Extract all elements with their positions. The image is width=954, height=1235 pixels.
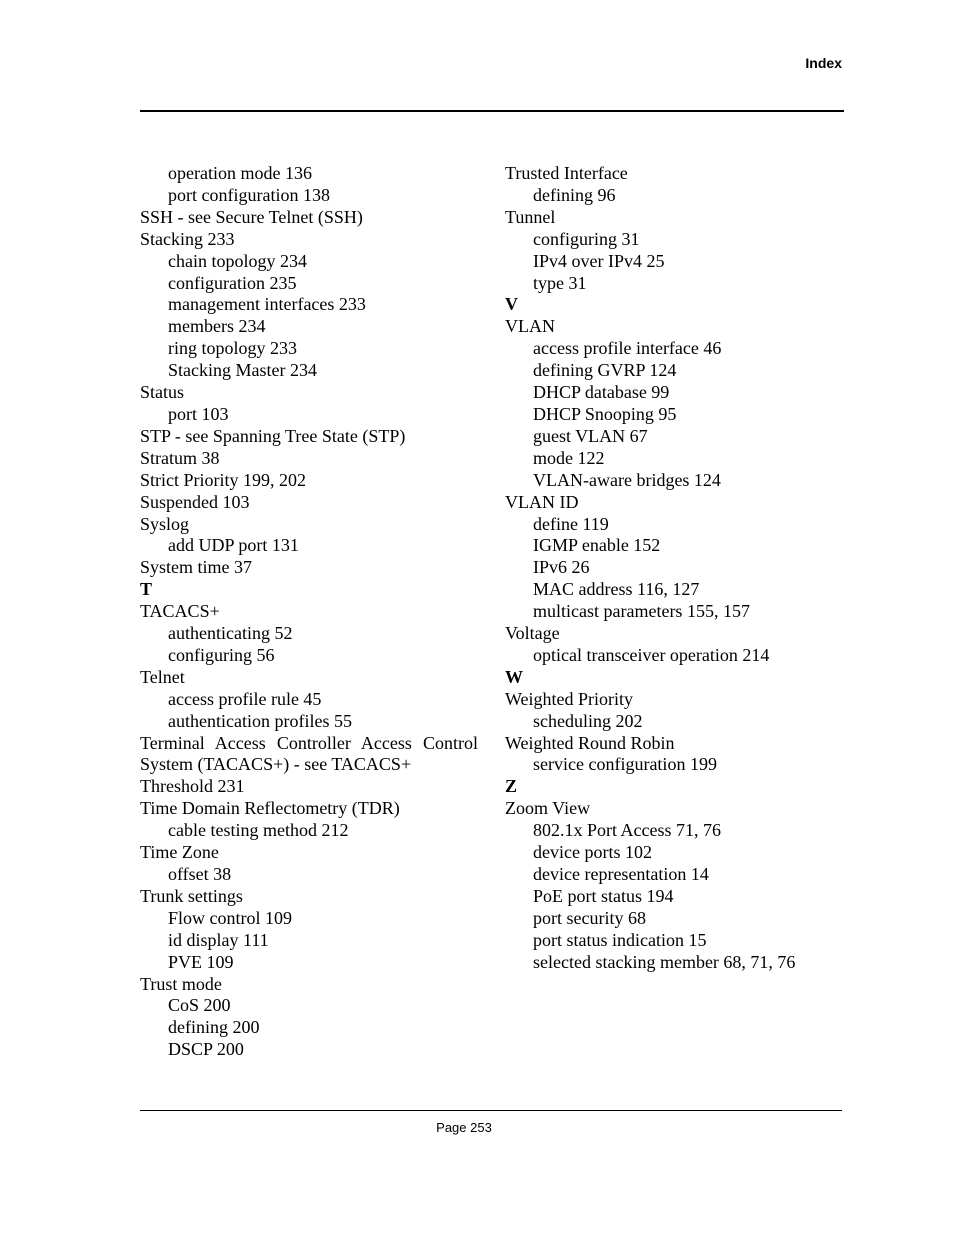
index-subentry: management interfaces 233 — [168, 294, 366, 315]
index-entry: System (TACACS+) - see TACACS+ — [140, 754, 412, 775]
index-entry: Threshold 231 — [140, 776, 245, 797]
index-subentry: defining GVRP 124 — [533, 360, 677, 381]
index-subentry: port 103 — [168, 403, 229, 424]
index-subentry: multicast parameters 155, 157 — [533, 601, 750, 622]
index-subentry: configuring 56 — [168, 644, 275, 665]
index-entry: Syslog — [140, 513, 190, 534]
page-number: Page 253 — [436, 1120, 492, 1135]
index-subentry: guest VLAN 67 — [533, 425, 648, 446]
index-letter-heading: W — [505, 666, 523, 687]
index-entry: VLAN — [505, 316, 555, 337]
index-subentry: PVE 109 — [168, 951, 234, 972]
index-subentry: DHCP database 99 — [533, 382, 670, 403]
index-subentry: defining 96 — [533, 184, 616, 205]
index-subentry: service configuration 199 — [533, 754, 717, 775]
index-subentry: defining 200 — [168, 1017, 260, 1038]
index-subentry: VLAN-aware bridges 124 — [533, 469, 721, 490]
index-column-left — [140, 163, 478, 1061]
index-subentry: device representation 14 — [533, 864, 709, 884]
index-entry: TACACS+ — [140, 601, 220, 622]
index-entry: Status — [140, 382, 185, 403]
index-entry: Time Zone — [140, 842, 219, 863]
index-entry: Strict Priority 199, 202 — [140, 469, 306, 490]
index-subentry: IPv6 26 — [533, 557, 590, 578]
index-subentry: access profile rule 45 — [168, 688, 322, 709]
index-subentry: id display 111 — [168, 929, 269, 950]
index-letter-heading: V — [505, 294, 518, 315]
index-subentry: ring topology 233 — [168, 338, 297, 359]
index-entry: VLAN ID — [505, 491, 579, 512]
index-subentry: access profile interface 46 — [533, 338, 722, 359]
index-subentry: IPv4 over IPv4 25 — [533, 250, 665, 271]
index-subentry: 802.1x Port Access 71, 76 — [533, 820, 721, 841]
index-entry: Trust mode — [140, 973, 222, 994]
index-subentry: IGMP enable 152 — [533, 535, 661, 556]
index-letter-heading: Z — [505, 776, 518, 797]
index-subentry: port status indication 15 — [533, 929, 707, 950]
index-entry: Stacking 233 — [140, 228, 235, 249]
index-subentry: scheduling 202 — [533, 710, 643, 731]
index-subentry: members 234 — [168, 316, 266, 337]
index-entry: SSH - see Secure Telnet (SSH) — [140, 206, 363, 227]
index-subentry: optical transceiver operation 214 — [533, 644, 770, 665]
index-entry: Weighted Priority — [505, 688, 634, 709]
index-entry: Trusted Interface — [505, 163, 628, 183]
index-subentry: configuring 31 — [533, 228, 640, 249]
index-subentry: define 119 — [533, 513, 609, 534]
index-entry: Zoom View — [505, 798, 591, 819]
index-entry: Trunk settings — [140, 885, 243, 906]
index-subentry: MAC address 116, 127 — [533, 579, 700, 600]
page-header-title: Index — [805, 55, 842, 71]
footer-divider — [140, 1110, 842, 1111]
index-subentry: authenticating 52 — [168, 623, 293, 644]
index-entry: Stratum 38 — [140, 447, 220, 468]
index-letter-heading: T — [140, 579, 153, 600]
index-entry: Time Domain Reflectometry (TDR) — [140, 798, 400, 819]
header-divider — [140, 110, 844, 112]
index-subentry: DSCP 200 — [168, 1039, 244, 1060]
index-entry: Tunnel — [505, 206, 556, 227]
index-entry: Voltage — [505, 623, 560, 644]
index-entry: STP - see Spanning Tree State (STP) — [140, 425, 406, 446]
index-subentry: selected stacking member 68, 71, 76 — [533, 951, 796, 972]
index-subentry: port configuration 138 — [168, 184, 330, 205]
index-subentry: configuration 235 — [168, 272, 297, 293]
index-subentry: type 31 — [533, 272, 587, 293]
index-entry: System time 37 — [140, 557, 252, 578]
index-subentry: device ports 102 — [533, 842, 652, 863]
index-subentry: operation mode 136 — [168, 163, 312, 183]
index-column-right — [505, 163, 845, 974]
index-subentry: port security 68 — [533, 907, 646, 928]
index-subentry: DHCP Snooping 95 — [533, 403, 677, 424]
index-subentry: Flow control 109 — [168, 907, 292, 928]
index-subentry: CoS 200 — [168, 995, 231, 1016]
index-entry: Suspended 103 — [140, 491, 250, 512]
index-subentry: authentication profiles 55 — [168, 710, 352, 731]
index-subentry: add UDP port 131 — [168, 535, 299, 556]
index-subentry: cable testing method 212 — [168, 820, 349, 841]
index-subentry: offset 38 — [168, 864, 232, 884]
index-subentry: Stacking Master 234 — [168, 360, 317, 381]
index-entry: Telnet — [140, 666, 185, 687]
index-subentry: mode 122 — [533, 447, 605, 468]
index-entry: Weighted Round Robin — [505, 732, 675, 753]
index-entry: Terminal Access Controller Access Control — [140, 732, 478, 753]
index-subentry: PoE port status 194 — [533, 885, 674, 906]
index-subentry: chain topology 234 — [168, 250, 307, 271]
